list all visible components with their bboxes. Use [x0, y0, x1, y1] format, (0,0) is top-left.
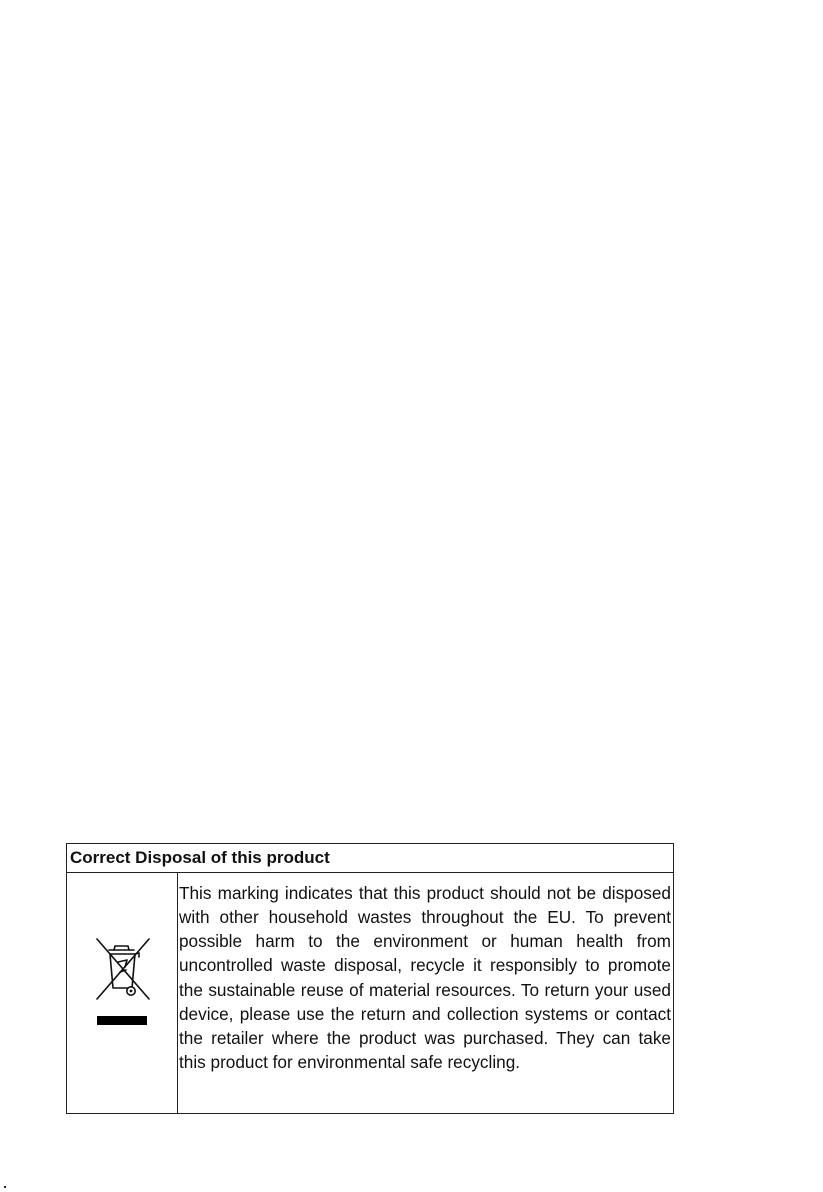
icon-cell — [67, 873, 178, 1113]
weee-marking-bar — [97, 1016, 147, 1025]
crossed-out-wheelie-bin-icon — [94, 936, 152, 1002]
disposal-notice-heading: Correct Disposal of this product — [67, 844, 673, 873]
disposal-notice-table — [66, 843, 674, 1114]
disposal-notice-body: This marking indicates that this product should not be disposed with other household wastes throughout the EU. To prevent possible harm to the environment or human health from uncontrolled waste disposal, recycle it responsibly to promote the sustainable reuse of material resources. To return your used device, please use the return and collection systems or contact the retailer where the product was purchased. They can take this product for environmental safe recycling. — [179, 883, 671, 1073]
page-edge-mark — [4, 1186, 6, 1188]
